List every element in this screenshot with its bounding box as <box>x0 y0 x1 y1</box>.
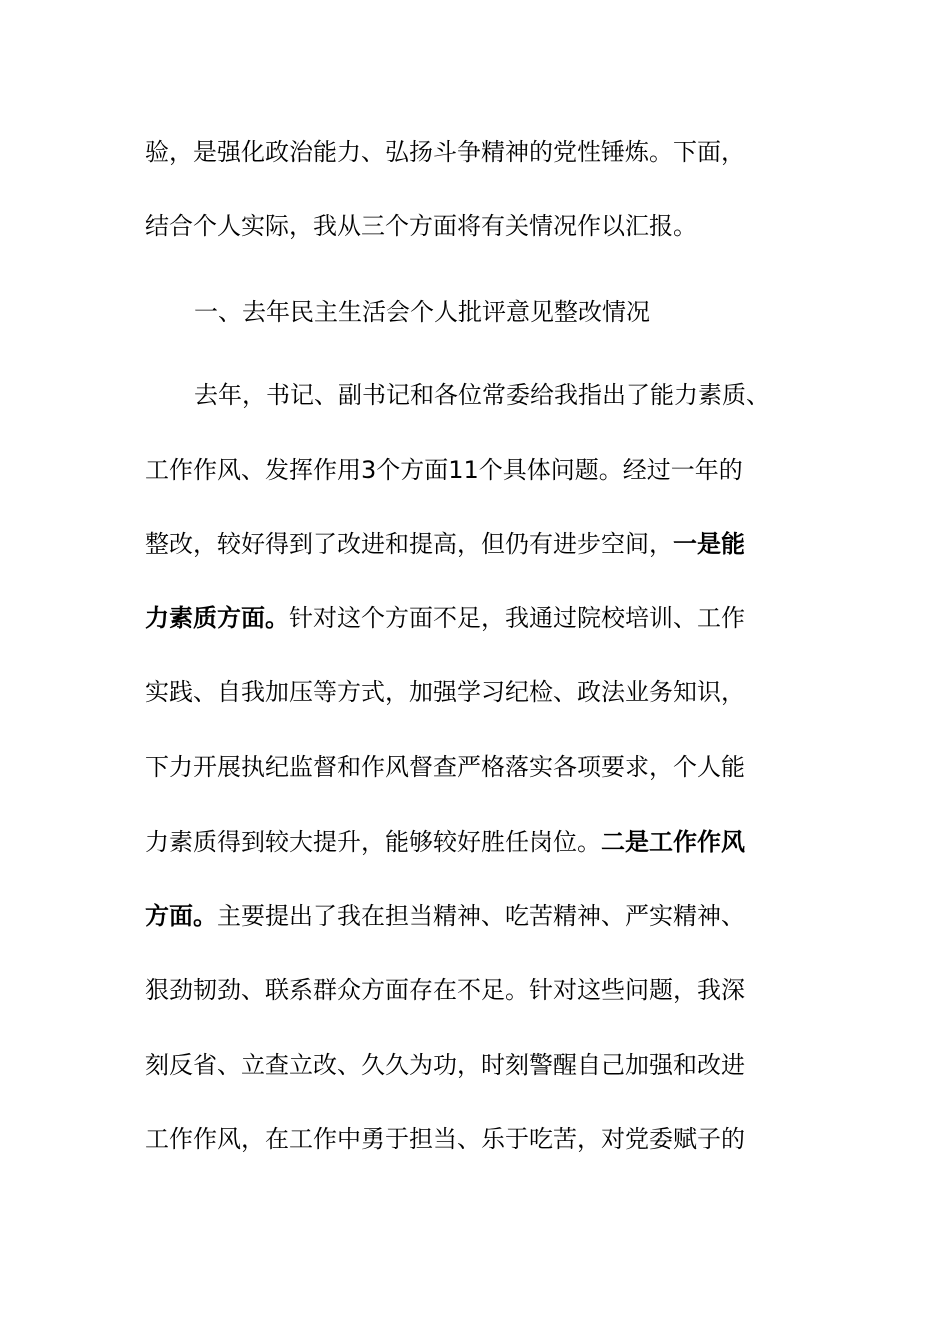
line-text: 针对这个方面不足，我通过院校培训、工作 <box>289 604 745 632</box>
heading-text: 一、去年民主生活会个人批评意见整改情况 <box>194 298 650 326</box>
line-text: 主要提出了我在担当精神、吃苦精神、严实精神、 <box>217 902 745 930</box>
line-text: 验，是强化政治能力、弘扬斗争精神的党性锤炼。下面， <box>145 138 745 166</box>
line-text: 结合个人实际，我从三个方面将有关情况作以汇报。 <box>145 212 697 240</box>
line-text: 工作作风、发挥作用3个方面11个具体问题。经过一年的 <box>145 456 743 484</box>
line-text: 力素质得到较大提升，能够较好胜任岗位。 <box>145 828 601 856</box>
paragraph-line <box>194 375 864 415</box>
bold-emphasis: 力素质方面。 <box>145 604 289 632</box>
paragraph-line <box>145 524 815 564</box>
line-text: 工作作风，在工作中勇于担当、乐于吃苦，对党委赋子的 <box>145 1125 745 1153</box>
paragraph-line <box>145 970 815 1010</box>
paragraph-line <box>145 598 815 638</box>
paragraph-line <box>145 822 815 862</box>
section-heading <box>194 292 864 332</box>
paragraph-line <box>145 747 815 787</box>
paragraph-line <box>145 672 815 712</box>
bold-emphasis: 二是工作作风 <box>601 828 745 856</box>
paragraph-line <box>145 206 815 246</box>
paragraph-line <box>145 896 815 936</box>
paragraph-line <box>145 132 815 172</box>
bold-emphasis: 方面。 <box>145 902 217 930</box>
line-text: 刻反省、立查立改、久久为功，时刻警醒自己加强和改进 <box>145 1051 745 1079</box>
line-text: 实践、自我加压等方式，加强学习纪检、政法业务知识， <box>145 678 745 706</box>
paragraph-line <box>145 1045 815 1085</box>
line-text: 整改，较好得到了改进和提高，但仍有进步空间， <box>145 530 673 558</box>
line-text: 狠劲韧劲、联系群众方面存在不足。针对这些问题，我深 <box>145 976 745 1004</box>
paragraph-line <box>145 450 815 490</box>
bold-emphasis: 一是能 <box>673 530 745 558</box>
line-text: 下力开展执纪监督和作风督查严格落实各项要求，个人能 <box>145 753 745 781</box>
paragraph-line <box>145 1119 815 1159</box>
line-text: 去年，书记、副书记和各位常委给我指出了能力素质、 <box>194 381 770 409</box>
